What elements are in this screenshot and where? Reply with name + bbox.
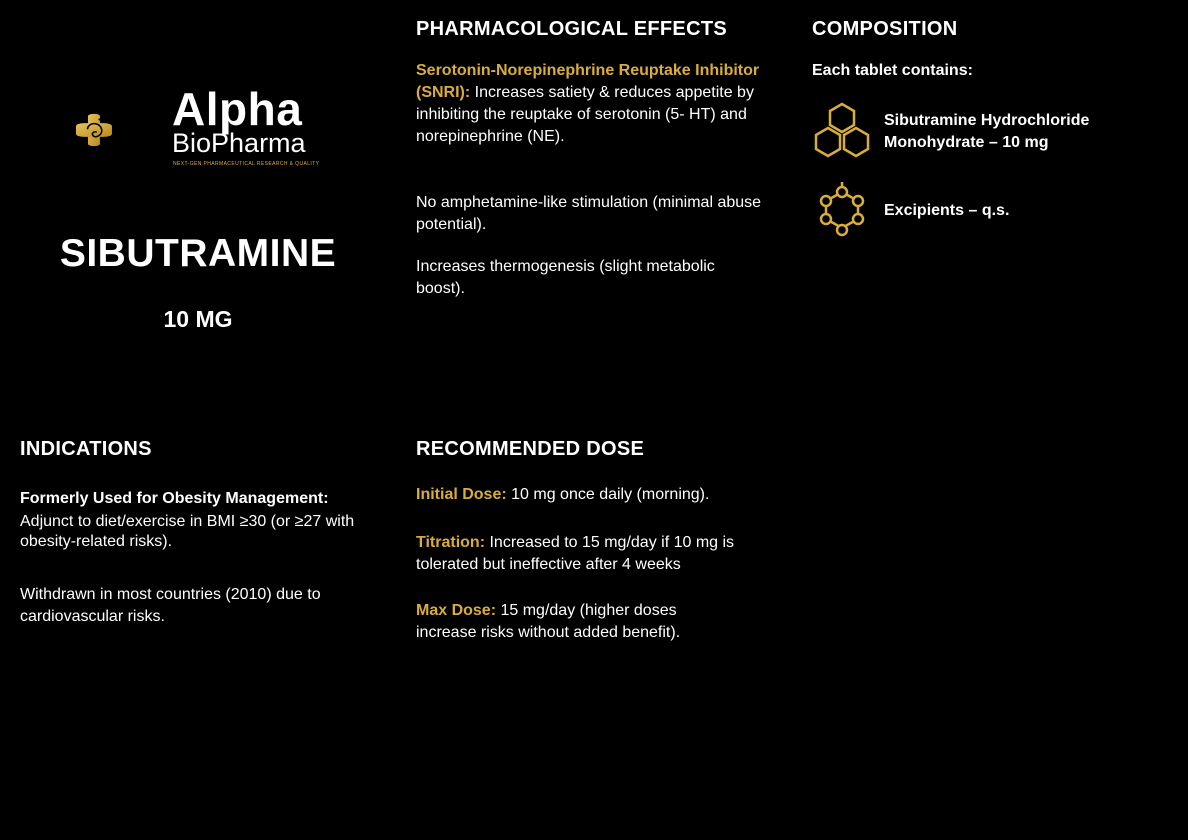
hexagon-cluster-icon <box>812 102 872 158</box>
pharmacological-paragraph-3: Increases thermogenesis (slight metabolic boost). <box>416 258 715 297</box>
dose-max-label: Max Dose: <box>416 602 497 619</box>
brand-name: Alpha <box>172 83 303 135</box>
dose-titration-label: Titration: <box>416 534 486 551</box>
pharmacological-paragraph-2: No amphetamine-like stimulation (minimal abuse potential). <box>416 194 762 233</box>
product-strength: 10 MG <box>163 306 233 332</box>
snri-text: Increases satiety & reduces appetite by inhibiting the reuptake of serotonin (5- HT) and norepinephrine (NE). <box>416 84 754 145</box>
dose-titration-text: Increased to 15 mg/day if 10 mg is tolerated but ineffective after 4 weeks <box>416 534 735 573</box>
brand-tagline: NEXT-GEN PHARMACEUTICAL RESEARCH & QUALITY <box>173 161 320 167</box>
indications-heading: INDICATIONS <box>20 438 152 460</box>
composition-item-1: Sibutramine Hydrochloride Monohydrate – 10 mg <box>884 112 1090 151</box>
composition-item-2: Excipients – q.s. <box>884 202 1010 219</box>
brand-subname: BioPharma <box>172 128 306 158</box>
dose-max <box>416 600 736 644</box>
indications-paragraph-2: Withdrawn in most countries (2010) due to cardiovascular risks. <box>20 586 321 625</box>
snri-highlight: Serotonin-Norepinephrine Reuptake Inhibitor (SNRI): <box>416 62 760 101</box>
dose-initial-text: 10 mg once daily (morning). <box>511 486 710 503</box>
pharmacological-heading: PHARMACOLOGICAL EFFECTS <box>416 18 727 40</box>
dose-initial-label: Initial Dose: <box>416 486 507 503</box>
product-name: SIBUTRAMINE <box>59 232 337 275</box>
dose-initial <box>416 484 772 506</box>
dose-heading: RECOMMENDED DOSE <box>416 438 645 460</box>
indications-subheading: Formerly Used for Obesity Management: <box>20 490 329 507</box>
brand-logo-icon <box>76 84 172 176</box>
molecule-ring-icon <box>816 180 868 238</box>
indications-paragraph-1: Adjunct to diet/exercise in BMI ≥30 (or ≥27 with obesity-related risks). <box>20 513 355 550</box>
pharmacological-paragraph-1 <box>416 60 768 148</box>
dose-max-text: 15 mg/day (higher doses increase risks without added benefit). <box>416 602 681 641</box>
dose-titration <box>416 532 772 576</box>
composition-intro: Each tablet contains: <box>812 62 973 79</box>
composition-heading: COMPOSITION <box>812 18 958 40</box>
